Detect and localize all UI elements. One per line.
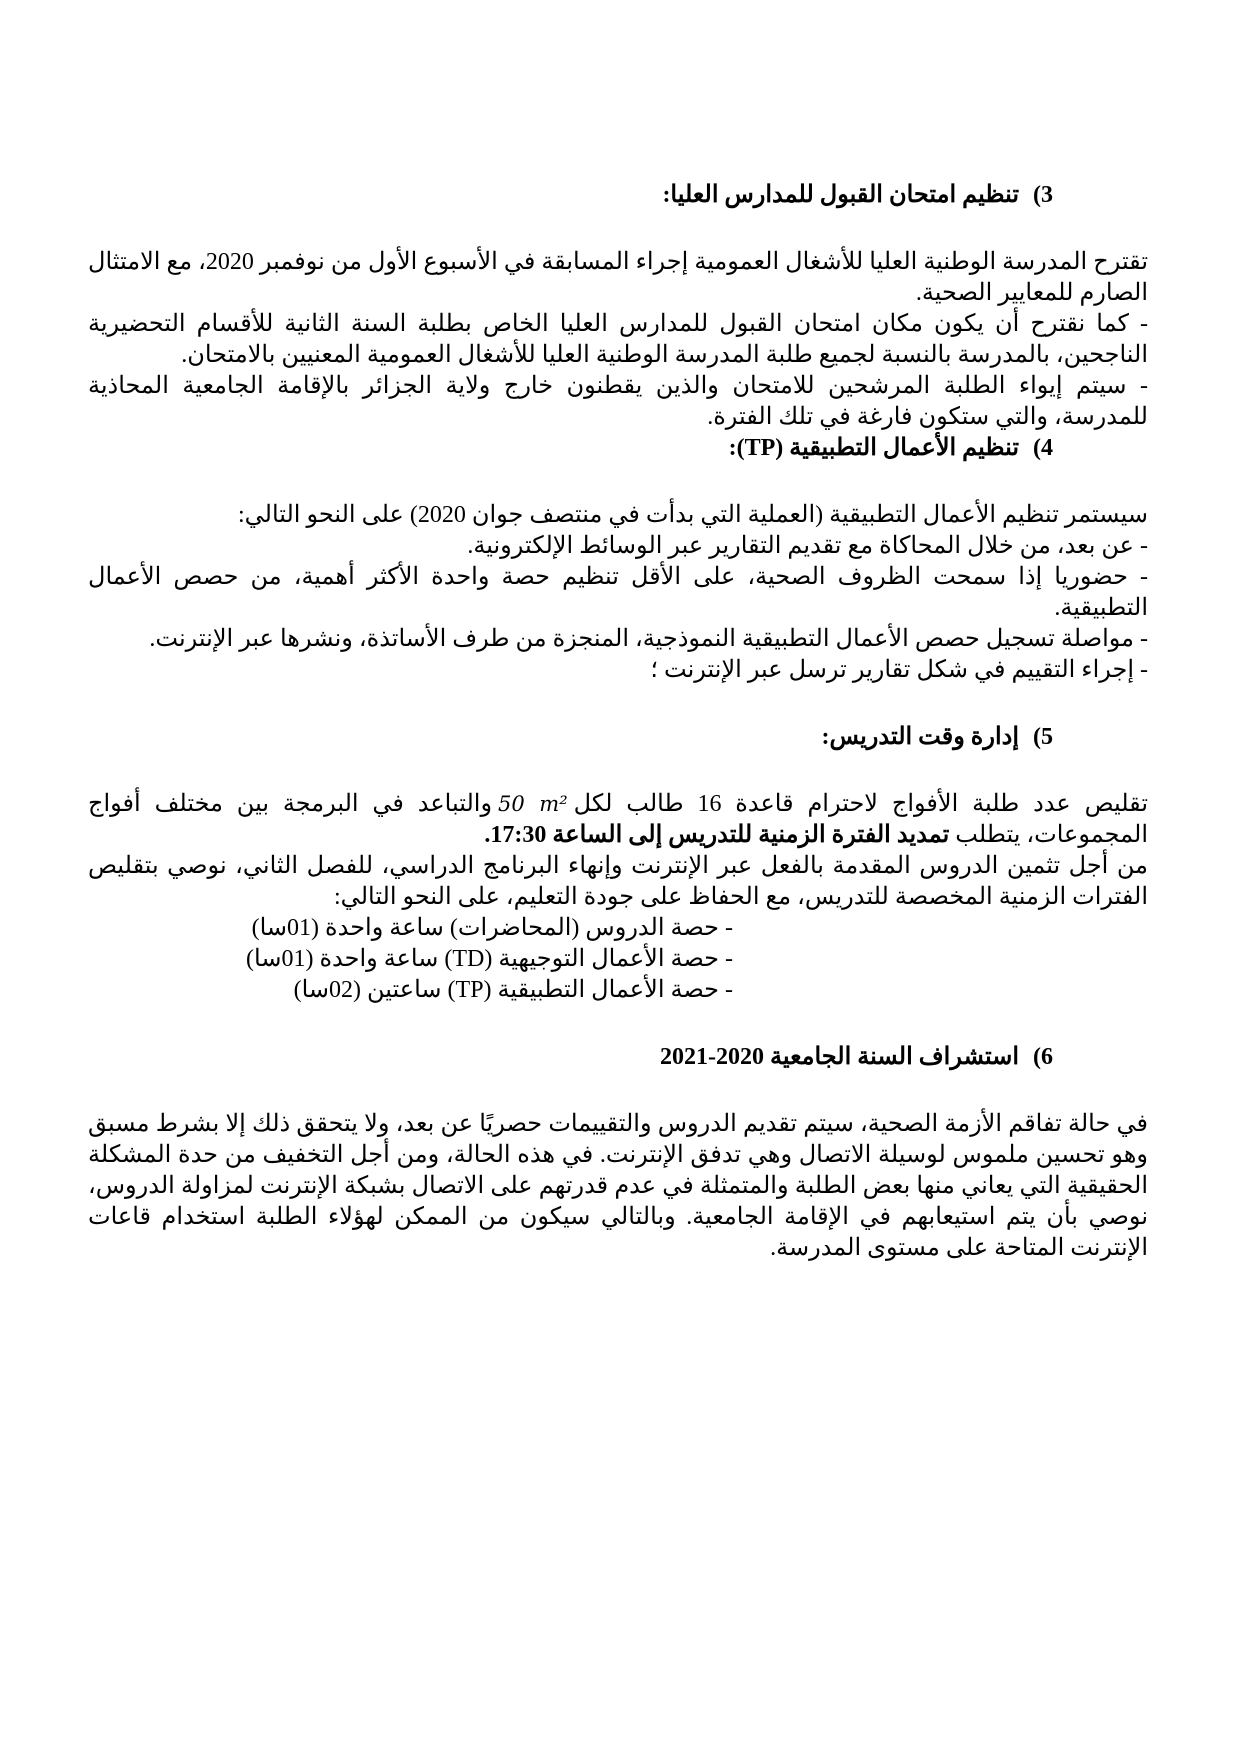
section-5-paragraph-2: من أجل تثمين الدروس المقدمة بالفعل عبر الإنترنت وإنهاء البرنامج الدراسي، للفصل الثاني، نوصي بتقليص الفترات الزمنية المخصصة للتدريس، مع الحفاظ على جودة التعليم، على النحو التالي: <box>88 853 1148 910</box>
section-4-item-4: - إجراء التقييم في شكل تقارير ترسل عبر الإنترنت ؛ <box>650 657 1148 683</box>
section-4-number: 4) <box>1033 435 1053 461</box>
section-5-title: إدارة وقت التدريس: <box>821 724 1019 750</box>
section-5-item-2: - حصة الأعمال التوجيهية (TD) ساعة واحدة (01سا) <box>246 946 733 972</box>
section-4-heading <box>88 433 1148 464</box>
section-4-paragraph-1: سيستمر تنظيم الأعمال التطبيقية (العملية التي بدأت في منتصف جوان 2020) على النحو التالي: <box>237 502 1148 528</box>
document-content <box>88 180 1148 1264</box>
section-3-paragraph-3: - سيتم إيواء الطلبة المرشحين للامتحان والذين يقطنون خارج ولاية الجزائر بالإقامة الجامعية المحاذية للمدرسة، والتي ستكون فارغة في تلك الفترة. <box>88 373 1148 430</box>
section-6-number: 6) <box>1033 1044 1053 1070</box>
section-5-p1-bold: تمديد الفترة الزمنية للتدريس إلى الساعة 17:30. <box>484 822 950 848</box>
section-5-item-3: - حصة الأعمال التطبيقية (TP) ساعتين (02سا) <box>293 977 733 1003</box>
section-5-paragraph-1 <box>88 789 1148 851</box>
section-3-paragraph-2: - كما نقترح أن يكون مكان امتحان القبول للمدارس العليا الخاص بطلبة السنة الثانية للأقسام التحضيرية الناجحين، بالمدرسة بالنسبة لجميع طلبة المدرسة الوطنية العليا للأشغال العمومية المعنيين بالامتحان. <box>88 311 1148 368</box>
area-formula: 50 m² <box>498 792 568 816</box>
section-5-p1-text-before: تقليص عدد طلبة الأفواج لاحترام قاعدة 16 طالب لكل <box>573 791 1149 817</box>
section-4-item-1: - عن بعد، من خلال المحاكاة مع تقديم التقارير عبر الوسائط الإلكترونية. <box>467 533 1148 559</box>
section-6-heading <box>88 1042 1148 1073</box>
section-6-paragraph-1: في حالة تفاقم الأزمة الصحية، سيتم تقديم الدروس والتقييمات حصريًا عن بعد، ولا يتحقق ذلك إلا بشرط مسبق وهو تحسين ملموس لوسيلة الاتصال وهي تدفق الإنترنت. في هذه الحالة، ومن أجل التخفيف من حدة المشكلة الحقيقية التي يعاني منها بعض الطلبة والمتمثلة في عدم قدرتهم على الاتصال بشبكة الإنترنت لمزاولة الدروس، نوصي بأن يتم استيعابهم في الإقامة الجامعية. وبالتالي سيكون من الممكن لهؤلاء الطلبة استخدام قاعات الإنترنت المتاحة على مستوى المدرسة. <box>88 1111 1148 1261</box>
section-5-heading <box>88 722 1148 753</box>
section-4-item-2: - حضوريا إذا سمحت الظروف الصحية، على الأقل تنظيم حصة واحدة الأكثر أهمية، من حصص الأعمال التطبيقية. <box>88 564 1148 621</box>
section-5-number: 5) <box>1033 724 1053 750</box>
section-4-item-3: - مواصلة تسجيل حصص الأعمال التطبيقية النموذجية، المنجزة من طرف الأساتذة، ونشرها عبر الإنترنت. <box>149 626 1148 652</box>
section-3-paragraph-1: تقترح المدرسة الوطنية العليا للأشغال العمومية إجراء المسابقة في الأسبوع الأول من نوفمبر 2020، مع الامتثال الصارم للمعايير الصحية. <box>88 249 1149 306</box>
section-6-title: استشراف السنة الجامعية 2020-2021 <box>659 1044 1019 1070</box>
section-3-number: 3) <box>1033 182 1053 208</box>
section-5-p1-text-after: والتباعد في البرمجة بين مختلف أفواج المجموعات، يتطلب <box>88 791 1148 848</box>
section-3-title: تنظيم امتحان القبول للمدارس العليا: <box>662 182 1019 208</box>
section-5-item-1: - حصة الدروس (المحاضرات) ساعة واحدة (01سا) <box>251 915 733 941</box>
section-4-title: تنظيم الأعمال التطبيقية (TP): <box>728 435 1019 461</box>
section-3-heading <box>88 180 1148 211</box>
